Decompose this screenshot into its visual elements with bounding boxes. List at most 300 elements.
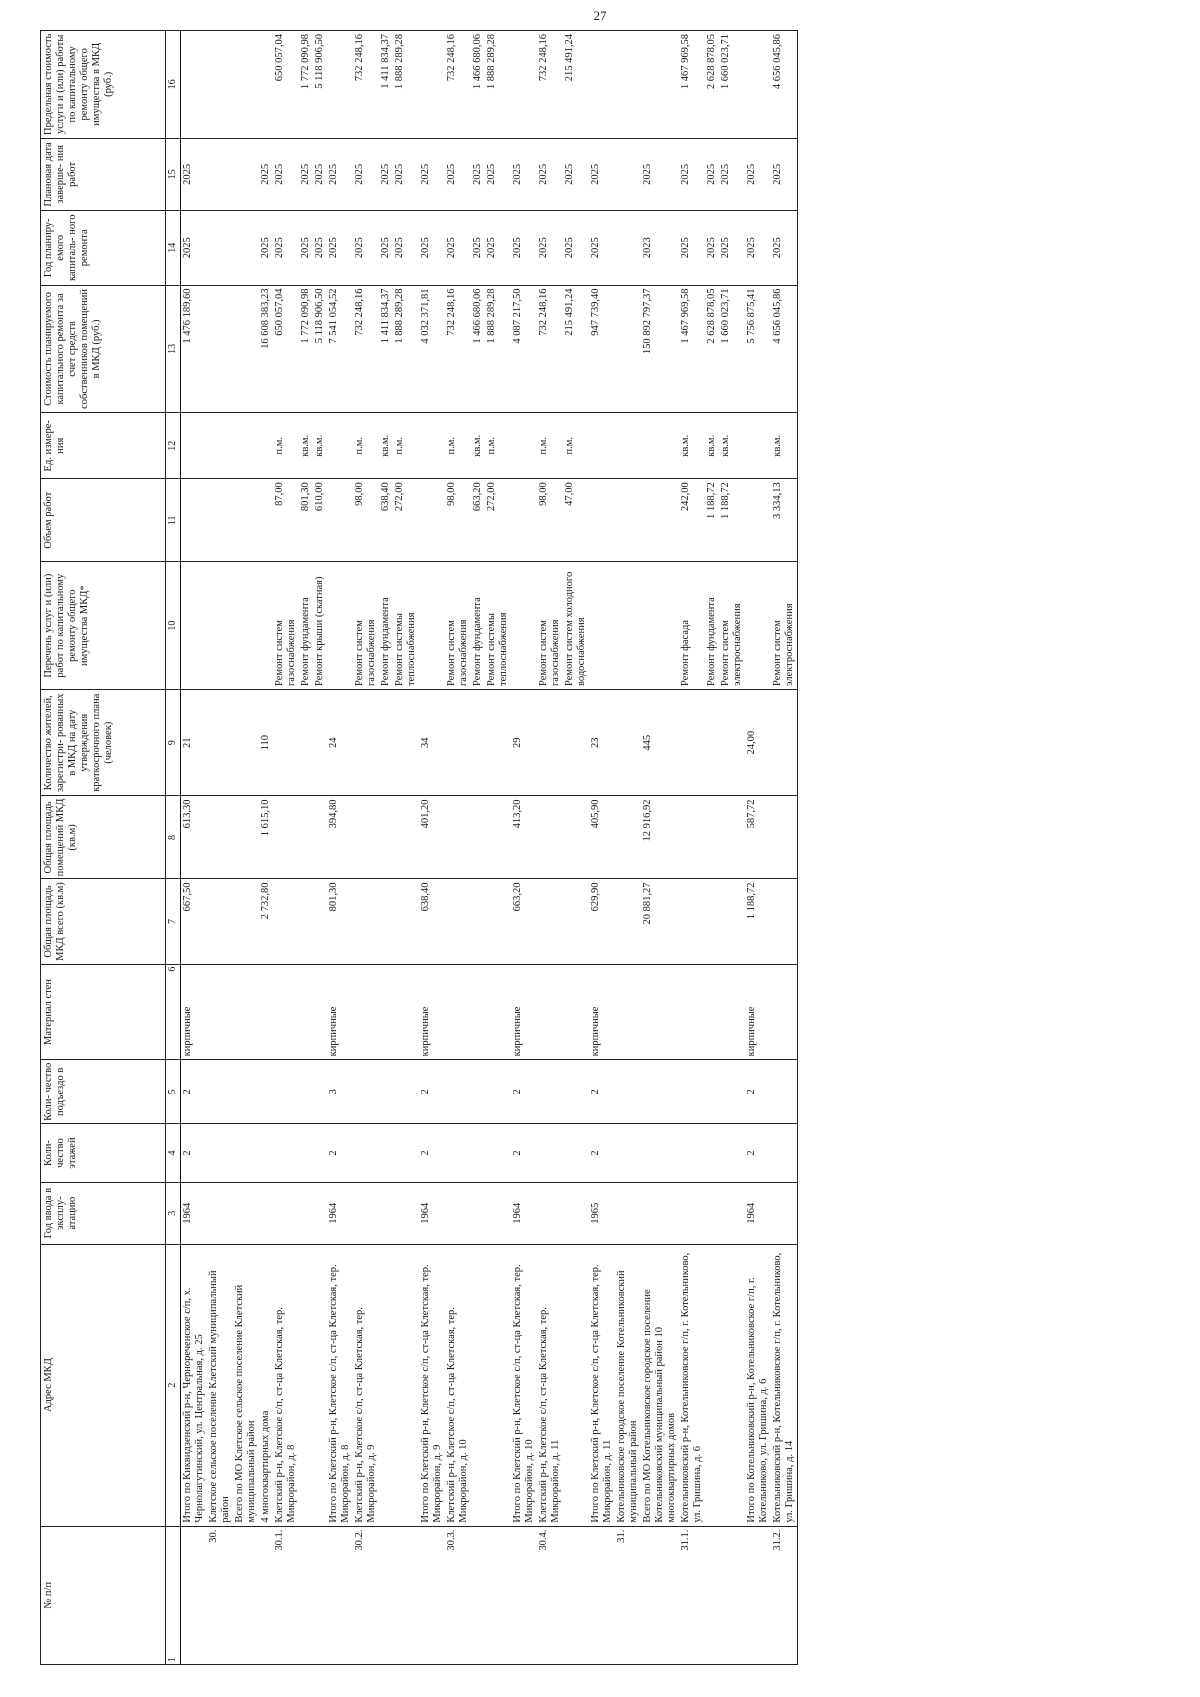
- column-number: 9: [166, 690, 181, 796]
- table-cell: 7 541 054,52: [327, 285, 353, 413]
- table-cell: Ремонт систем электроснабжения: [719, 562, 745, 690]
- table-cell: [485, 690, 511, 796]
- table-cell: [419, 562, 445, 690]
- table-cell: Котельниковское городское поселение Котельниковский муниципальный район: [615, 1244, 641, 1526]
- table-cell: 1 660 023,71: [719, 285, 745, 413]
- table-cell: 1 411 834,37: [379, 31, 393, 139]
- table-cell: 2025: [353, 211, 379, 286]
- column-header: № п/п: [41, 1526, 166, 1664]
- table-cell: 2025: [719, 138, 745, 210]
- page-number: 27: [593, 8, 607, 23]
- table-cell: [259, 1124, 273, 1183]
- table-row: [273, 31, 299, 1665]
- table-cell: [299, 964, 313, 1060]
- table-cell: [393, 1124, 419, 1183]
- column-header: Перечень услуг и (или) работ по капитальному ремонту общего имущества МКД*: [41, 562, 166, 690]
- table-cell: 98,00: [537, 479, 563, 562]
- table-cell: 1964: [511, 1182, 537, 1244]
- table-cell: [471, 1060, 485, 1124]
- table-cell: 2025: [419, 211, 445, 286]
- table-row: [679, 31, 705, 1665]
- table-cell: 2025: [589, 138, 615, 210]
- table-cell: 2025: [181, 211, 208, 286]
- table-cell: 2: [327, 1124, 353, 1183]
- table-cell: 3: [327, 1060, 353, 1124]
- table-cell: [589, 479, 615, 562]
- table-cell: Ремонт систем электроснабжения: [771, 562, 798, 690]
- table-cell: [615, 285, 641, 413]
- table-cell: 1 660 023,71: [719, 31, 745, 139]
- table-cell: [615, 1182, 641, 1244]
- table-cell: 1965: [589, 1182, 615, 1244]
- table-row: [259, 31, 273, 1665]
- table-row: [537, 31, 563, 1665]
- table-cell: Ремонт фундамента: [705, 562, 719, 690]
- column-number: 8: [166, 796, 181, 879]
- table-cell: [705, 1526, 719, 1664]
- table-cell: кв.м.: [679, 413, 705, 479]
- table-cell: Ремонт системы теплоснабжения: [393, 562, 419, 690]
- table-cell: [719, 1526, 745, 1664]
- table-cell: п.м.: [563, 413, 589, 479]
- table-cell: 2 732,80: [259, 879, 273, 964]
- table-cell: 2025: [771, 138, 798, 210]
- table-cell: 2025: [719, 211, 745, 286]
- table-cell: Клетский р-н, Клетское с/п, ст-ца Клетская, тер. Микрорайон, д. 10: [445, 1244, 471, 1526]
- table-cell: 12 916,92: [641, 796, 679, 879]
- table-cell: 4 656 045,86: [771, 31, 798, 139]
- table-cell: Итого по Котельниковский р-н, Котельниковское г/п, г. Котельниково, ул. Гришина, д. 6: [745, 1244, 771, 1526]
- table-row: [353, 31, 379, 1665]
- table-cell: [771, 690, 798, 796]
- table-cell: 732 248,16: [537, 285, 563, 413]
- table-cell: 272,00: [485, 479, 511, 562]
- table-cell: [445, 796, 471, 879]
- table-cell: 1 772 090,98: [299, 285, 313, 413]
- table-cell: Ремонт систем холодного водоснабжения: [563, 562, 589, 690]
- table-cell: 4 многоквартирных дома: [259, 1244, 273, 1526]
- table-cell: 638,40: [419, 879, 445, 964]
- table-cell: 801,30: [299, 479, 313, 562]
- table-cell: [719, 1244, 745, 1526]
- table-cell: [705, 690, 719, 796]
- table-cell: [705, 879, 719, 964]
- table-cell: [641, 413, 679, 479]
- table-cell: 2025: [511, 211, 537, 286]
- table-cell: Ремонт фундамента: [471, 562, 485, 690]
- table-cell: [563, 964, 589, 1060]
- table-cell: 3 334,13: [771, 479, 798, 562]
- table-cell: [641, 562, 679, 690]
- table-cell: 587,72: [745, 796, 771, 879]
- column-header: Коли- чество этажей: [41, 1124, 166, 1183]
- table-cell: 663,20: [511, 879, 537, 964]
- table-cell: [641, 1124, 679, 1183]
- table-cell: 732 248,16: [537, 31, 563, 139]
- table-cell: 2025: [327, 138, 353, 210]
- table-cell: [207, 211, 233, 286]
- table-cell: [379, 879, 393, 964]
- table-row: [485, 31, 511, 1665]
- table-cell: кв.м.: [705, 413, 719, 479]
- table-cell: 1 888 289,28: [485, 285, 511, 413]
- column-number: 11: [166, 479, 181, 562]
- table-cell: [641, 1526, 679, 1664]
- table-cell: [719, 964, 745, 1060]
- table-cell: [471, 1124, 485, 1183]
- table-cell: [485, 796, 511, 879]
- table-cell: [207, 479, 233, 562]
- table-cell: 31.: [615, 1526, 641, 1664]
- table-cell: [471, 879, 485, 964]
- table-cell: [353, 1124, 379, 1183]
- table-cell: 2: [745, 1060, 771, 1124]
- table-row: [641, 31, 679, 1665]
- table-cell: [745, 31, 771, 139]
- table-cell: 5 756 875,41: [745, 285, 771, 413]
- table-row: [393, 31, 419, 1665]
- table-cell: [511, 562, 537, 690]
- table-cell: кирпичные: [181, 964, 208, 1060]
- table-cell: 31.1.: [679, 1526, 705, 1664]
- table-cell: [233, 138, 259, 210]
- table-cell: [379, 796, 393, 879]
- table-cell: [259, 1182, 273, 1244]
- table-cell: п.м.: [445, 413, 471, 479]
- table-cell: [259, 1060, 273, 1124]
- table-cell: [393, 879, 419, 964]
- table-cell: [445, 1060, 471, 1124]
- table-cell: 1964: [327, 1182, 353, 1244]
- table-cell: 150 892 797,37: [641, 285, 679, 413]
- table-cell: [181, 479, 208, 562]
- capital-repair-table: [40, 30, 798, 1665]
- table-cell: [563, 1060, 589, 1124]
- table-cell: [207, 690, 233, 796]
- table-cell: [353, 964, 379, 1060]
- table-cell: [273, 1060, 299, 1124]
- column-number: 3: [166, 1182, 181, 1244]
- table-cell: [233, 964, 259, 1060]
- table-cell: 2025: [641, 138, 679, 210]
- table-cell: 2 628 878,05: [705, 31, 719, 139]
- table-cell: 1 411 834,37: [379, 285, 393, 413]
- table-cell: 947 739,40: [589, 285, 615, 413]
- table-cell: [615, 562, 641, 690]
- table-cell: 413,20: [511, 796, 537, 879]
- table-cell: [207, 796, 233, 879]
- table-cell: [615, 690, 641, 796]
- table-row: [589, 31, 615, 1665]
- table-cell: [445, 1124, 471, 1183]
- table-cell: [537, 796, 563, 879]
- table-cell: [233, 413, 259, 479]
- table-cell: 1964: [419, 1182, 445, 1244]
- table-cell: 4 032 371,81: [419, 285, 445, 413]
- table-cell: 24: [327, 690, 353, 796]
- table-row: [445, 31, 471, 1665]
- table-cell: 87,00: [273, 479, 299, 562]
- table-cell: 2025: [471, 211, 485, 286]
- table-cell: 30.1.: [273, 1526, 299, 1664]
- table-cell: [379, 1244, 393, 1526]
- column-number: 12: [166, 413, 181, 479]
- table-cell: 2025: [299, 138, 313, 210]
- table-cell: 1 888 289,28: [393, 285, 419, 413]
- table-cell: 2025: [705, 138, 719, 210]
- column-header: Общая площадь МКД всего (кв.м): [41, 879, 166, 964]
- table-cell: 1 476 189,60: [181, 285, 208, 413]
- table-cell: [393, 1244, 419, 1526]
- column-header: Ед. измере- ния: [41, 413, 166, 479]
- table-cell: [393, 1060, 419, 1124]
- table-cell: [327, 31, 353, 139]
- table-cell: [233, 796, 259, 879]
- table-cell: 5 118 906,50: [313, 31, 327, 139]
- table-cell: п.м.: [537, 413, 563, 479]
- table-cell: [233, 690, 259, 796]
- table-cell: [485, 1060, 511, 1124]
- table-cell: [207, 562, 233, 690]
- table-cell: [771, 796, 798, 879]
- table-cell: [233, 211, 259, 286]
- table-cell: [615, 1060, 641, 1124]
- table-cell: Клетский р-н, Клетское с/п, ст-ца Клетская, тер. Микрорайон, д. 11: [537, 1244, 563, 1526]
- table-cell: [181, 1526, 208, 1664]
- table-cell: 801,30: [327, 879, 353, 964]
- table-cell: [233, 1526, 259, 1664]
- table-cell: 401,20: [419, 796, 445, 879]
- table-cell: [471, 964, 485, 1060]
- table-cell: [313, 879, 327, 964]
- table-cell: 1 772 090,98: [299, 31, 313, 139]
- table-cell: [313, 964, 327, 1060]
- table-cell: [259, 562, 273, 690]
- table-cell: 394,80: [327, 796, 353, 879]
- table-cell: [471, 1244, 485, 1526]
- table-cell: [745, 479, 771, 562]
- table-cell: [393, 796, 419, 879]
- table-cell: [233, 1060, 259, 1124]
- table-cell: 4 656 045,86: [771, 285, 798, 413]
- table-cell: [745, 413, 771, 479]
- table-cell: [641, 1182, 679, 1244]
- table-cell: [679, 796, 705, 879]
- table-cell: [511, 1526, 537, 1664]
- table-cell: [313, 796, 327, 879]
- table-cell: [615, 31, 641, 139]
- table-cell: [771, 964, 798, 1060]
- table-cell: 638,40: [379, 479, 393, 562]
- table-cell: [537, 1182, 563, 1244]
- table-cell: 2025: [273, 138, 299, 210]
- table-cell: Всего по МО Клетское сельское поселение Клетский муниципальный район: [233, 1244, 259, 1526]
- table-cell: 2025: [299, 211, 313, 286]
- column-number: 5: [166, 1060, 181, 1124]
- table-cell: кв.м.: [299, 413, 313, 479]
- table-cell: [589, 562, 615, 690]
- table-cell: [511, 413, 537, 479]
- table-cell: [615, 413, 641, 479]
- table-cell: 47,00: [563, 479, 589, 562]
- table-cell: 2025: [745, 211, 771, 286]
- table-cell: Ремонт систем газоснабжения: [273, 562, 299, 690]
- table-cell: 2: [589, 1124, 615, 1183]
- table-cell: 629,90: [589, 879, 615, 964]
- table-cell: [563, 879, 589, 964]
- table-cell: [537, 879, 563, 964]
- table-cell: 2025: [327, 211, 353, 286]
- table-cell: 1 615,10: [259, 796, 273, 879]
- table-cell: Ремонт крыши (скатная): [313, 562, 327, 690]
- table-cell: [719, 1124, 745, 1183]
- table-cell: 2: [181, 1124, 208, 1183]
- table-cell: Клетский р-н, Клетское с/п, ст-ца Клетская, тер. Микрорайон, д. 9: [353, 1244, 379, 1526]
- table-cell: [419, 31, 445, 139]
- table-cell: 2025: [705, 211, 719, 286]
- column-number: 10: [166, 562, 181, 690]
- table-cell: [615, 879, 641, 964]
- column-number: 6: [166, 964, 181, 1060]
- table-cell: [181, 31, 208, 139]
- table-cell: [485, 879, 511, 964]
- table-cell: [379, 1124, 393, 1183]
- table-cell: [207, 1060, 233, 1124]
- table-cell: 1964: [745, 1182, 771, 1244]
- column-number: 15: [166, 138, 181, 210]
- table-cell: 2025: [313, 138, 327, 210]
- table-cell: 732 248,16: [353, 31, 379, 139]
- table-cell: [679, 1124, 705, 1183]
- table-cell: [745, 562, 771, 690]
- table-cell: [615, 138, 641, 210]
- table-cell: [419, 413, 445, 479]
- table-cell: [745, 1526, 771, 1664]
- table-row: [745, 31, 771, 1665]
- table-cell: [537, 964, 563, 1060]
- table-cell: 2: [511, 1124, 537, 1183]
- table-cell: 2025: [379, 211, 393, 286]
- table-cell: 215 491,24: [563, 285, 589, 413]
- table-row: [313, 31, 327, 1665]
- table-cell: п.м.: [353, 413, 379, 479]
- table-cell: [485, 1244, 511, 1526]
- table-row: [719, 31, 745, 1665]
- table-cell: [393, 964, 419, 1060]
- table-cell: [563, 690, 589, 796]
- table-cell: 1 466 680,06: [471, 285, 485, 413]
- table-cell: 1 188,72: [705, 479, 719, 562]
- table-cell: [719, 690, 745, 796]
- table-row: [705, 31, 719, 1665]
- table-cell: Ремонт фасада: [679, 562, 705, 690]
- table-cell: 2025: [273, 211, 299, 286]
- table-cell: [679, 1060, 705, 1124]
- table-cell: Итого по Клетский р-н, Клетское с/п, ст-ца Клетская, тер. Микрорайон, д. 11: [589, 1244, 615, 1526]
- table-cell: [771, 1182, 798, 1244]
- column-header: Материал стен: [41, 964, 166, 1060]
- table-cell: [259, 1526, 273, 1664]
- table-cell: [719, 1182, 745, 1244]
- table-cell: [419, 479, 445, 562]
- table-cell: 1 466 680,06: [471, 31, 485, 139]
- table-cell: 2025: [771, 211, 798, 286]
- table-cell: 2025: [511, 138, 537, 210]
- table-cell: 2: [589, 1060, 615, 1124]
- table-cell: [771, 1124, 798, 1183]
- table-cell: [273, 879, 299, 964]
- table-cell: [719, 879, 745, 964]
- table-cell: 2: [745, 1124, 771, 1183]
- table-body: [181, 31, 798, 1665]
- table-cell: [299, 1526, 313, 1664]
- table-cell: [511, 479, 537, 562]
- table-cell: [537, 1124, 563, 1183]
- table-cell: [485, 964, 511, 1060]
- table-cell: Итого по Киквидзенский р-н, Чернореченское с/п, х. Чернолагутинский, ул. Центральная, д. 25: [181, 1244, 208, 1526]
- table-cell: [563, 1526, 589, 1664]
- table-cell: 30.: [207, 1526, 233, 1664]
- table-cell: 1 467 969,58: [679, 285, 705, 413]
- table-cell: 2025: [563, 138, 589, 210]
- table-cell: 272,00: [393, 479, 419, 562]
- table-cell: [259, 479, 273, 562]
- table-cell: [299, 879, 313, 964]
- table-cell: [679, 690, 705, 796]
- table-cell: 2025: [181, 138, 208, 210]
- table-cell: 1 188,72: [745, 879, 771, 964]
- table-row: [327, 31, 353, 1665]
- table-cell: [207, 964, 233, 1060]
- table-cell: [719, 1060, 745, 1124]
- table-cell: 2: [511, 1060, 537, 1124]
- table-cell: 2: [419, 1124, 445, 1183]
- table-cell: Ремонт систем газоснабжения: [445, 562, 471, 690]
- table-cell: 215 491,24: [563, 31, 589, 139]
- column-number: 4: [166, 1124, 181, 1183]
- table-cell: Ремонт фундамента: [379, 562, 393, 690]
- table-cell: 34: [419, 690, 445, 796]
- table-cell: 667,50: [181, 879, 208, 964]
- table-cell: Ремонт систем газоснабжения: [537, 562, 563, 690]
- table-cell: кирпичные: [419, 964, 445, 1060]
- table-cell: [313, 690, 327, 796]
- table-cell: 110: [259, 690, 273, 796]
- table-cell: 2025: [485, 211, 511, 286]
- table-cell: п.м.: [273, 413, 299, 479]
- table-cell: 2025: [745, 138, 771, 210]
- table-cell: [379, 964, 393, 1060]
- table-cell: [641, 1060, 679, 1124]
- table-cell: [273, 796, 299, 879]
- table-cell: [379, 1060, 393, 1124]
- table-cell: [299, 1244, 313, 1526]
- table-cell: [233, 285, 259, 413]
- table-cell: Котельниковский р-н, Котельниковское г/п, г. Котельниково, ул. Гришина, д. 6: [679, 1244, 705, 1526]
- table-cell: [299, 1124, 313, 1183]
- table-cell: кирпичные: [745, 964, 771, 1060]
- table-cell: [327, 562, 353, 690]
- table-cell: 2025: [313, 211, 327, 286]
- table-cell: 2025: [563, 211, 589, 286]
- table-cell: [615, 479, 641, 562]
- table-cell: [233, 1124, 259, 1183]
- table-cell: [485, 1124, 511, 1183]
- table-cell: [207, 1182, 233, 1244]
- table-cell: [327, 413, 353, 479]
- table-cell: [537, 690, 563, 796]
- column-header: Коли- чество подъездо в: [41, 1060, 166, 1124]
